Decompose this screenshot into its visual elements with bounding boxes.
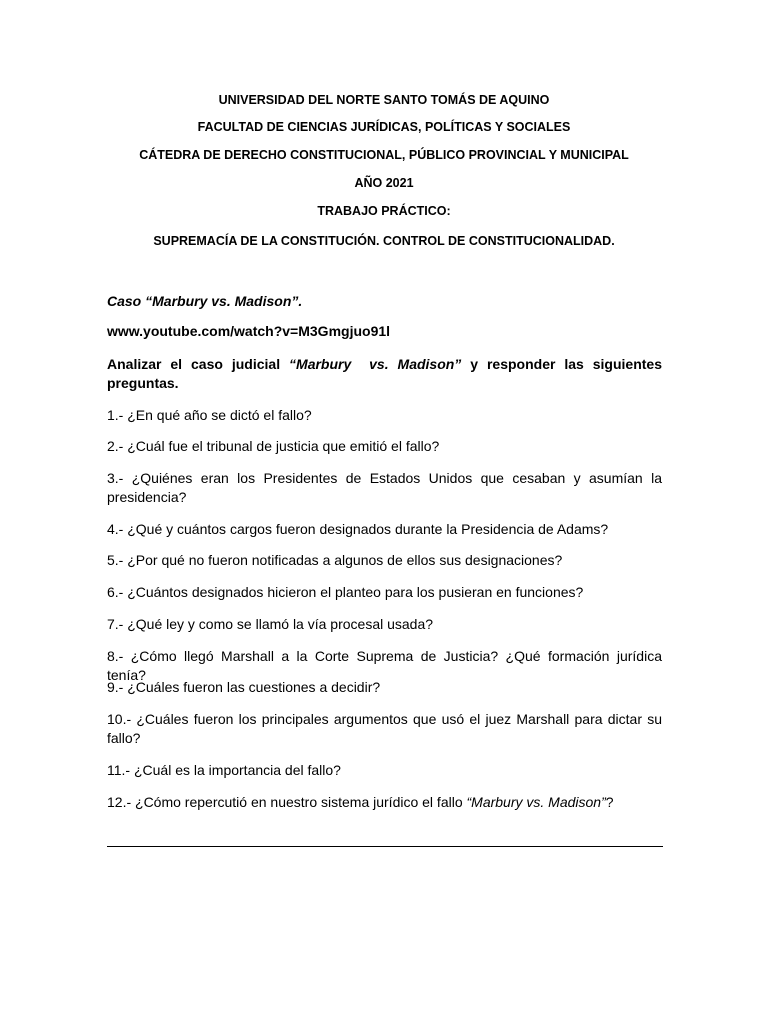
question-9: 9.- ¿Cuáles fueron las cuestiones a decidir? [107, 679, 381, 695]
case-title: Caso “Marbury vs. Madison”. [107, 293, 303, 309]
question-12-prefix: 12.- ¿Cómo repercutió en nuestro sistema jurídico el fallo [107, 794, 467, 810]
university-heading: UNIVERSIDAD DEL NORTE SANTO TOMÁS DE AQUINO [218, 93, 550, 107]
year-heading: AÑO 2021 [354, 176, 414, 190]
faculty-heading: FACULTAD DE CIENCIAS JURÍDICAS, POLÍTICAS Y SOCIALES [197, 120, 571, 134]
question-4: 4.- ¿Qué y cuántos cargos fueron designados durante la Presidencia de Adams? [107, 521, 609, 537]
question-11: 11.- ¿Cuál es la importancia del fallo? [107, 762, 341, 778]
video-url: www.youtube.com/watch?v=M3Gmgjuo91l [107, 323, 391, 339]
question-8: 8.- ¿Cómo llegó Marshall a la Corte Suprema de Justicia? ¿Qué formación jurídica tenía? [107, 648, 662, 683]
topic-heading: SUPREMACÍA DE LA CONSTITUCIÓN. CONTROL DE CONSTITUCIONALIDAD. [153, 234, 615, 248]
question-7: 7.- ¿Qué ley y como se llamó la vía procesal usada? [107, 616, 434, 632]
horizontal-rule [107, 846, 663, 847]
question-5: 5.- ¿Por qué no fueron notificadas a algunos de ellos sus designaciones? [107, 552, 563, 568]
question-1: 1.- ¿En qué año se dictó el fallo? [107, 407, 312, 423]
question-6: 6.- ¿Cuántos designados hicieron el planteo para los pusieran en funciones? [107, 584, 584, 600]
instruction-paragraph [107, 355, 662, 393]
instruction-case-name: “Marbury vs. Madison” [289, 356, 462, 372]
question-3: 3.- ¿Quiénes eran los Presidentes de Estados Unidos que cesaban y asumían la presidencia? [107, 470, 662, 505]
question-12-suffix: ? [605, 794, 614, 810]
assignment-heading: TRABAJO PRÁCTICO: [317, 204, 451, 218]
question-10: 10.- ¿Cuáles fueron los principales argumentos que usó el juez Marshall para dictar su fallo? [107, 711, 662, 746]
instruction-suffix: y responder las siguientes preguntas. [107, 356, 662, 391]
question-2: 2.- ¿Cuál fue el tribunal de justicia que emitió el fallo? [107, 438, 440, 454]
instruction-prefix: Analizar el caso judicial [107, 356, 290, 372]
chair-heading: CÁTEDRA DE DERECHO CONSTITUCIONAL, PÚBLICO PROVINCIAL Y MUNICIPAL [139, 148, 629, 162]
question-12 [107, 793, 662, 812]
question-12-case-name: “Marbury vs. Madison” [466, 794, 606, 810]
